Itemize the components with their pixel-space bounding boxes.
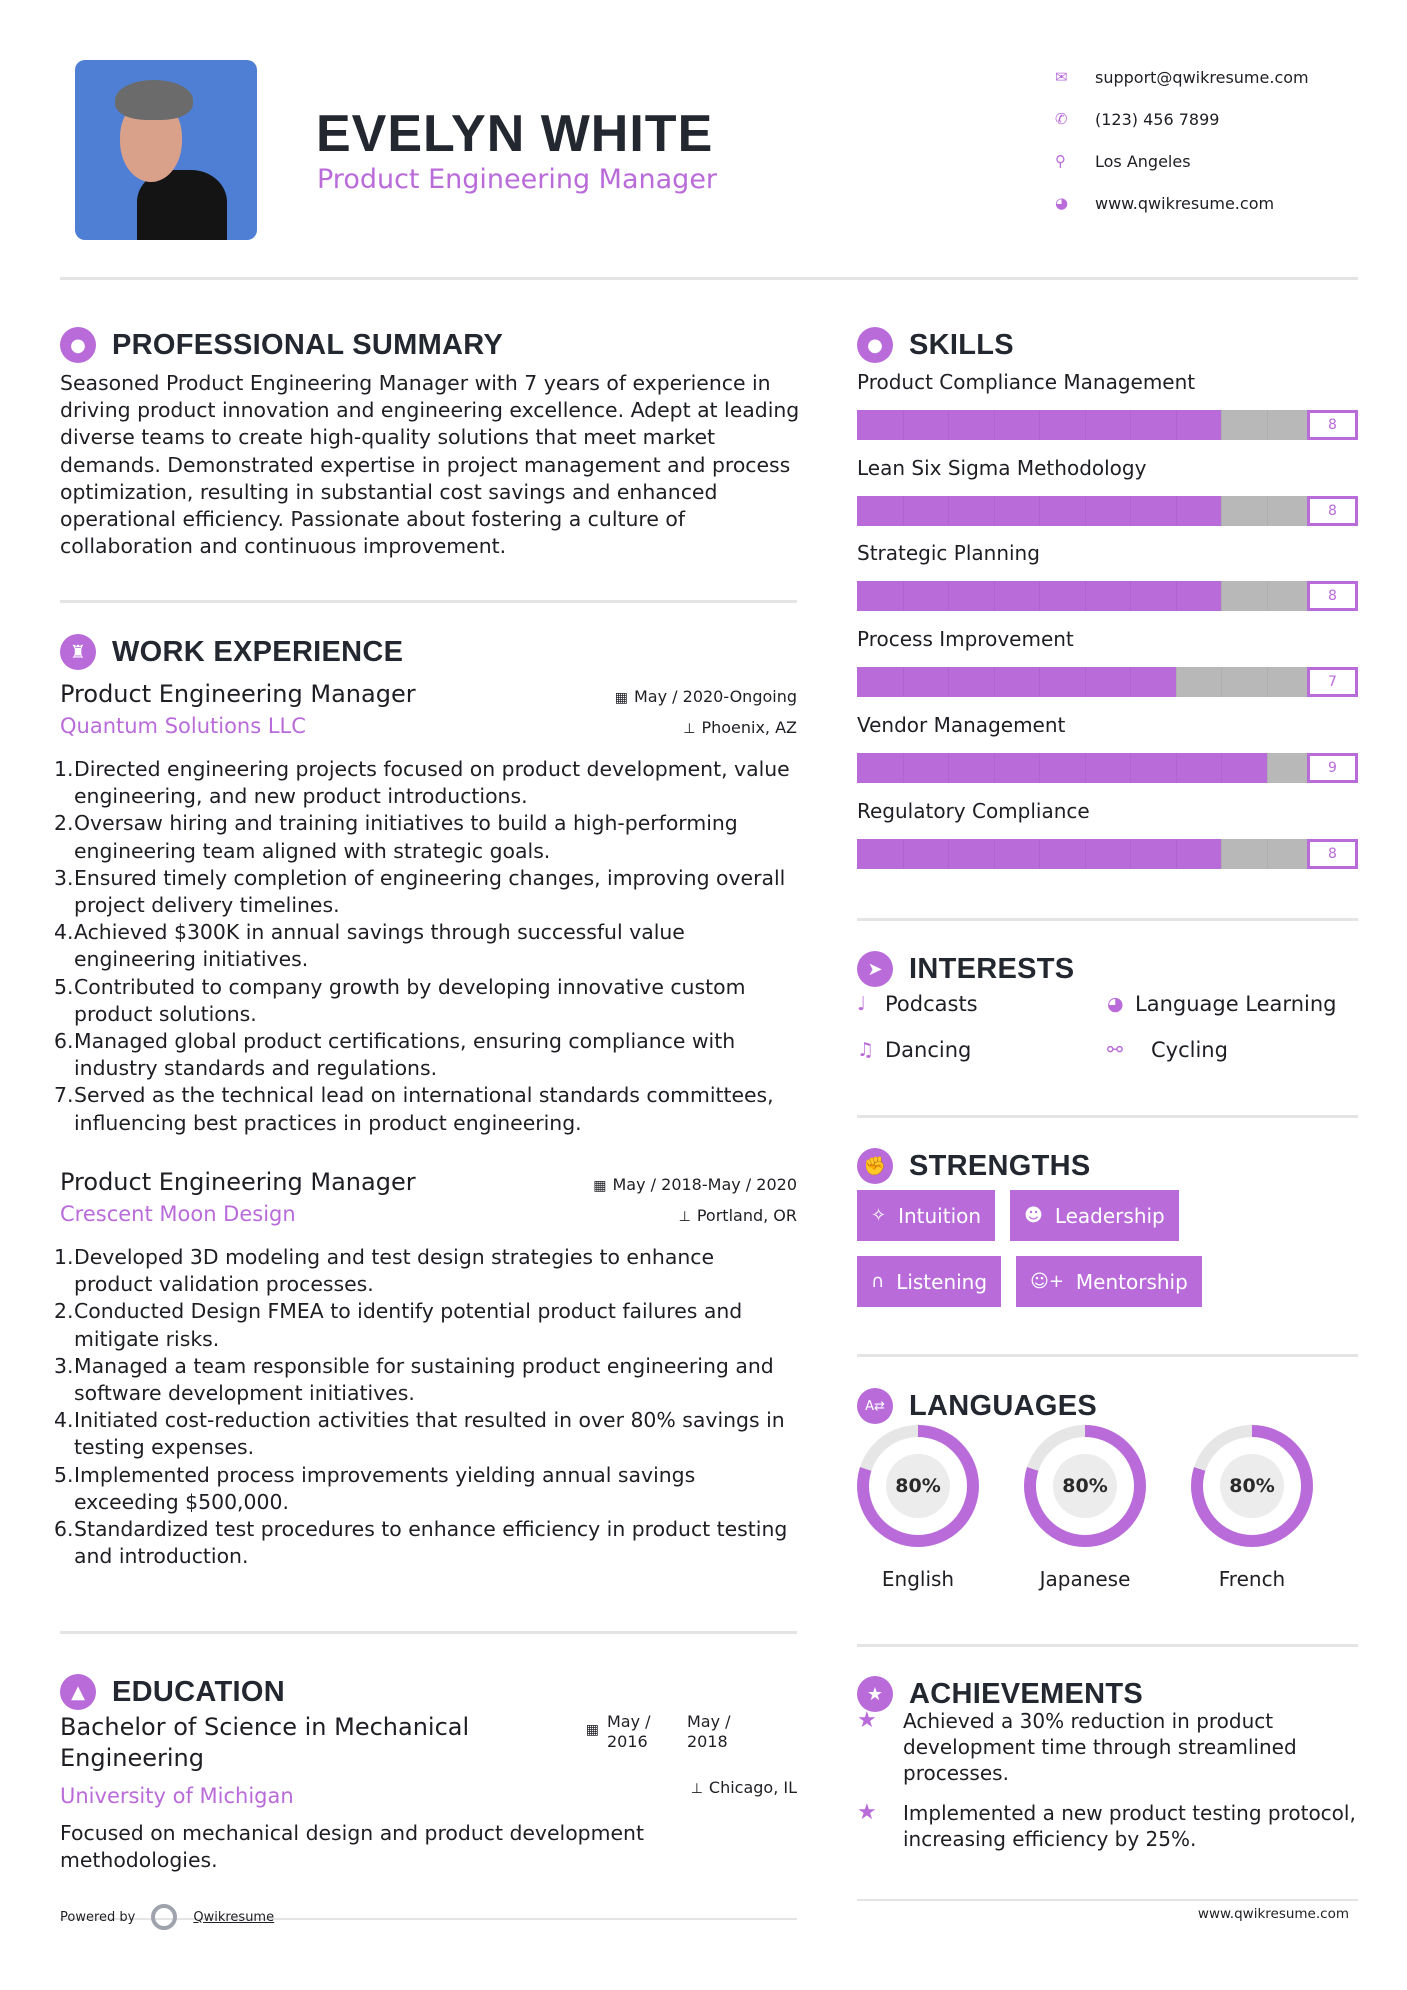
interest-item: ⚯ Cycling [1107,1038,1228,1062]
skill-rating: 8 [1307,581,1358,611]
job-bullet: 1. Developed 3D modeling and test design strategies to enhance product validation processes. [54,1245,714,1297]
job-bullets [54,1244,797,1570]
achievement-item: ★ Implemented a new product testing protocol, increasing efficiency by 25%. [857,1800,1356,1851]
graduate-icon: ▲ [60,1674,96,1710]
skill-item [857,456,1358,526]
experience-heading [60,634,403,670]
music-note-icon: ♫ [857,1039,875,1061]
skill-item [857,799,1358,869]
footer-divider-right [857,1899,1358,1901]
calendar-icon: ▦ [585,1722,599,1738]
shooting-star-icon: ★ [857,1708,877,1733]
job-location-text: Phoenix, AZ [701,718,797,737]
skill-rating: 8 [1307,410,1358,440]
candidate-title: Product Engineering Manager [317,164,718,195]
skill-rating: 8 [1307,496,1358,526]
language-item [1024,1425,1146,1591]
envelope-icon: ✉ [1055,68,1068,86]
strengths-heading [857,1148,1091,1184]
summary-text: Seasoned Product Engineering Manager with 7 years of experience in driving product innovation and engineering excellence. Adept at leading diverse teams to create high-quality solutions that meet market demands. Demonstrated expertise in project management and process optimization, resulting in substantial cost savings and enhanced operational efficiency. Passionate about fostering a culture of collaboration and continuous improvement. [60,371,800,559]
skill-name: Vendor Management [857,713,1066,737]
candidate-name: EVELYN WHITE [316,105,714,163]
contact-phone[interactable] [1055,98,1309,140]
interest-item: ◕ Language Learning [1107,992,1337,1016]
job-location [679,1206,797,1225]
job-dates-text: May / 2020-Ongoing [634,687,797,706]
job-title: Product Engineering Manager [60,680,416,708]
language-item [857,1425,979,1591]
achievements-heading [857,1676,1143,1712]
contact-list [1055,56,1309,224]
strength-chip: ✧ Intuition [857,1190,995,1241]
calendar-icon: ▦ [593,1178,607,1194]
skills-divider [857,918,1358,921]
contact-phone-text: (123) 456 7899 [1095,109,1220,129]
language-ring: 80% [857,1425,979,1547]
pushpin-icon: ⊥ [678,1209,691,1225]
office-chair-icon: ♜ [60,634,96,670]
paper-plane-icon: ➤ [857,951,893,987]
skill-item [857,627,1358,697]
contact-website[interactable] [1055,182,1309,224]
footer-url[interactable]: www.qwikresume.com [1197,1906,1349,1922]
achievements-title: ACHIEVEMENTS [909,1677,1144,1710]
strength-chip: ∩ Listening [857,1256,1001,1307]
summary-divider [60,600,797,603]
languages-list [857,1425,1313,1591]
language-ring: 80% [1191,1425,1313,1547]
skill-name: Process Improvement [857,627,1074,651]
job-dates [615,687,797,706]
job-bullet: 3. Managed a team responsible for sustaining product engineering and software development initiatives. [54,1353,774,1406]
strengths-divider [857,1354,1358,1357]
qwikresume-logo-icon [151,1904,177,1930]
education-dates [586,1712,767,1752]
skill-bar [857,839,1358,869]
contact-location [1055,140,1309,182]
language-ring: 80% [1024,1425,1146,1547]
skill-name: Product Compliance Management [857,370,1196,394]
pushpin-icon: ⊥ [683,721,696,737]
users-icon: ☻ [1024,1205,1043,1226]
summary-heading [60,327,503,363]
map-pin-icon: ⚲ [1055,152,1066,170]
job-location-text: Portland, OR [696,1206,797,1225]
pushpin-icon: ⊥ [690,1781,703,1797]
skill-name: Regulatory Compliance [857,799,1090,823]
school-name: University of Michigan [60,1784,294,1808]
bicycle-icon: ⚯ [1107,1039,1123,1061]
job-bullet: 7. Served as the technical lead on international standards committees, influencing best practices in product engineering. [54,1083,774,1135]
phone-icon: ✆ [1055,110,1068,128]
job-bullet: 5. Contributed to company growth by developing innovative custom product solutions. [54,974,746,1026]
job-bullet: 1. Directed engineering projects focused on product development, value engineering, and new product introductions. [54,757,790,809]
star-icon: ★ [857,1676,893,1712]
skill-bar [857,410,1358,440]
shooting-star-icon: ★ [857,1800,877,1825]
globe-icon: ◕ [1107,993,1124,1015]
job-bullets [54,756,797,1137]
job-bullet: 3. Ensured timely completion of engineering changes, improving overall project delivery timelines. [54,865,786,918]
job-bullet: 4. Achieved $300K in annual savings through successful value engineering initiatives. [54,920,685,972]
languages-heading [857,1388,1097,1424]
education-start: May / 2016 [607,1712,651,1751]
powered-by: Powered by Qwikresume [60,1904,274,1930]
strength-chip: ☺+ Mentorship [1016,1256,1202,1307]
strength-chip: ☻ Leadership [1010,1190,1179,1241]
header-divider [60,277,1358,280]
education-title: EDUCATION [112,1675,285,1708]
interest-item: ♫ Dancing [857,1038,972,1062]
degree: Bachelor of Science in Mechanical Engineering [60,1713,470,1772]
language-name: English [881,1567,955,1591]
skill-item [857,370,1358,440]
skill-rating: 9 [1307,753,1358,783]
job-title: Product Engineering Manager [60,1168,416,1196]
skill-rating: 8 [1307,839,1358,869]
calendar-icon: ▦ [614,690,628,706]
globe-icon: ◕ [1055,194,1069,212]
job-dates-text: May / 2018-May / 2020 [612,1175,797,1194]
interests-divider [857,1115,1358,1118]
language-name: Japanese [1039,1567,1131,1591]
user-plus-icon: ☺+ [1030,1271,1064,1292]
education-description: Focused on mechanical design and product development methodologies. [60,1821,644,1873]
achievements-list [857,1708,1358,1866]
contact-website-text: www.qwikresume.com [1095,193,1275,213]
lightbulb-icon: ● [857,327,893,363]
education-heading [60,1674,285,1710]
job-bullet: 5. Implemented process improvements yielding annual savings exceeding $500,000. [54,1462,696,1514]
photo-hair [115,80,193,120]
contact-location-text: Los Angeles [1095,151,1191,171]
user-icon: ● [60,327,96,363]
languages-title: LANGUAGES [909,1389,1097,1422]
skill-bar [857,667,1358,697]
experience-title: WORK EXPERIENCE [112,635,404,668]
translate-icon: A⇄ [857,1388,893,1424]
education-location: ⊥ Chicago, IL [690,1778,797,1797]
interests-title: INTERESTS [909,952,1075,985]
strengths-title: STRENGTHS [909,1149,1091,1182]
interest-item: ♩ Podcasts [857,992,978,1016]
languages-divider [857,1644,1358,1647]
job-entry [54,1168,797,1570]
skill-bar [857,496,1358,526]
experience-divider [60,1631,797,1634]
job-bullet: 6. Managed global product certifications, ensuring compliance with industry standards and regulations. [54,1029,736,1081]
interests-list [857,990,1358,1064]
achievement-item: ★ Achieved a 30% reduction in product development time through streamlined processes. [857,1708,1297,1785]
contact-email-text: support@qwikresume.com [1095,67,1309,87]
skill-item [857,713,1358,783]
strengths-list [857,1190,1358,1322]
interests-heading [857,951,1074,987]
education-entry [60,1712,797,1874]
education-end: May / 2018 [687,1712,731,1751]
job-bullet: 4. Initiated cost-reduction activities that resulted in over 80% savings in testing expenses. [54,1408,785,1460]
skill-item [857,541,1358,611]
microphone-icon: ♩ [857,993,866,1015]
skill-name: Lean Six Sigma Methodology [857,456,1147,480]
company-name: Quantum Solutions LLC [60,714,306,738]
skills-heading [857,327,1014,363]
skills-title: SKILLS [909,328,1014,361]
magic-wand-icon: ✧ [871,1205,887,1226]
profile-photo [75,60,257,240]
language-item [1191,1425,1313,1591]
skill-bar [857,581,1358,611]
job-bullet: 6. Standardized test procedures to enhance efficiency in product testing and introduction. [54,1517,788,1569]
job-location [683,718,797,737]
skill-rating: 7 [1307,667,1358,697]
summary-title: PROFESSIONAL SUMMARY [112,328,504,361]
skill-name: Strategic Planning [857,541,1040,565]
headphones-icon: ∩ [871,1271,885,1292]
skill-bar [857,753,1358,783]
job-bullet: 2. Oversaw hiring and training initiatives to build a high-performing engineering team aligned with strategic goals. [54,811,738,863]
qwikresume-link[interactable]: Qwikresume [193,1909,275,1925]
job-entry [54,680,797,1137]
job-dates [593,1175,797,1194]
job-bullet: 2. Conducted Design FMEA to identify potential product failures and mitigate risks. [54,1299,743,1351]
company-name: Crescent Moon Design [60,1202,296,1226]
fist-icon: ✊ [857,1148,893,1184]
contact-email[interactable] [1055,56,1309,98]
language-name: French [1218,1567,1286,1591]
